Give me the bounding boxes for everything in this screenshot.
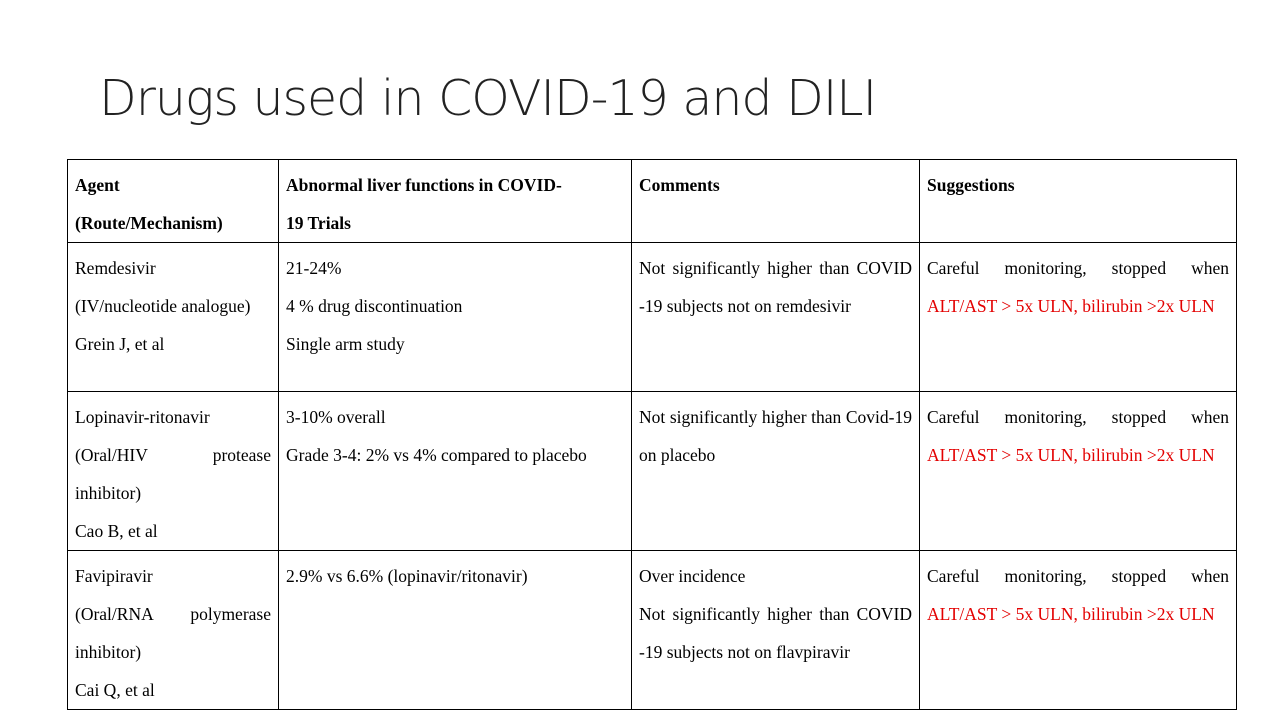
- liver-line: 2.9% vs 6.6% (lopinavir/ritonavir): [286, 566, 528, 586]
- agent-name: Remdesivir: [75, 258, 156, 278]
- table-row: [68, 392, 1237, 551]
- agent-reference: Grein J, et al: [75, 334, 165, 354]
- slide-title: Drugs used in COVID-19 and DILI: [99, 70, 877, 127]
- suggestions-cell: [920, 243, 1237, 392]
- agent-mechanism: (IV/nucleotide analogue): [75, 296, 251, 316]
- header-comments-line1: Comments: [639, 175, 720, 195]
- suggestion-threshold: ALT/AST > 5x ULN, bilirubin >2x ULN: [927, 296, 1215, 316]
- agent-mechanism: (Oral/RNA polymerase inhibitor): [75, 604, 271, 662]
- agent-reference: Cao B, et al: [75, 521, 158, 541]
- comment-line: Not significantly higher than COVID -19 subjects not on remdesivir: [639, 258, 912, 316]
- comment-line: Not significantly higher than COVID -19 subjects not on flavpiravir: [639, 604, 912, 662]
- liver-line: 21-24%: [286, 258, 342, 278]
- header-liver-function: [279, 160, 632, 243]
- liver-line: 4 % drug discontinuation: [286, 296, 463, 316]
- header-suggestions: [920, 160, 1237, 243]
- agent-name: Lopinavir-ritonavir: [75, 407, 210, 427]
- comments-cell: [632, 243, 920, 392]
- suggestions-cell: [920, 551, 1237, 710]
- agent-name: Favipiravir: [75, 566, 153, 586]
- header-agent-line2: (Route/Mechanism): [75, 213, 223, 233]
- suggestion-threshold: ALT/AST > 5x ULN, bilirubin >2x ULN: [927, 445, 1215, 465]
- liver-function-cell: [279, 392, 632, 551]
- liver-line: 3-10% overall: [286, 407, 386, 427]
- agent-cell: [68, 551, 279, 710]
- suggestion-threshold: ALT/AST > 5x ULN, bilirubin >2x ULN: [927, 604, 1215, 624]
- suggestion-text: Careful monitoring, stopped when: [927, 566, 1229, 586]
- header-liver-line1: Abnormal liver functions in COVID-: [286, 175, 562, 195]
- suggestions-cell: [920, 392, 1237, 551]
- header-agent: [68, 160, 279, 243]
- comment-line: Not significantly higher than Covid-19 on placebo: [639, 407, 912, 465]
- header-liver-line2: 19 Trials: [286, 213, 351, 233]
- agent-reference: Cai Q, et al: [75, 680, 155, 700]
- suggestion-text: Careful monitoring, stopped when: [927, 407, 1229, 427]
- comment-line: Over incidence: [639, 566, 746, 586]
- comments-cell: [632, 392, 920, 551]
- liver-function-cell: [279, 551, 632, 710]
- table-row: [68, 551, 1237, 710]
- header-suggestions-line1: Suggestions: [927, 175, 1015, 195]
- liver-function-cell: [279, 243, 632, 392]
- header-agent-line1: Agent: [75, 175, 120, 195]
- suggestion-text: Careful monitoring, stopped when: [927, 258, 1229, 278]
- agent-mechanism: (Oral/HIV protease inhibitor): [75, 445, 271, 503]
- comments-cell: [632, 551, 920, 710]
- agent-cell: [68, 243, 279, 392]
- agent-cell: [68, 392, 279, 551]
- table-header-row: [68, 160, 1237, 243]
- liver-line: Single arm study: [286, 334, 405, 354]
- liver-line: Grade 3-4: 2% vs 4% compared to placebo: [286, 445, 587, 465]
- dili-drugs-table: [67, 159, 1237, 710]
- table-row: [68, 243, 1237, 392]
- header-comments: [632, 160, 920, 243]
